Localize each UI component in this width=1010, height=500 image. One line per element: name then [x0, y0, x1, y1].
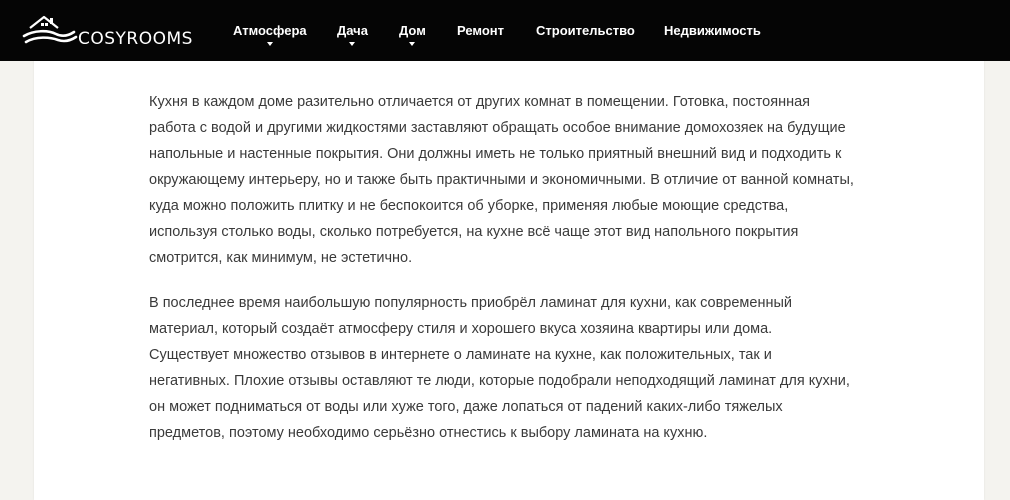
logo-wordmark: COSYROOMS [78, 29, 193, 49]
nav-item-stroitelstvo[interactable] [536, 23, 635, 38]
nav-item-remont[interactable] [457, 23, 504, 38]
article-paragraph-1 [149, 89, 879, 271]
paragraph-line: смотрится, как минимум, не эстетично. [149, 250, 413, 266]
paragraph-line: Существует множество отзывов в интернете о ламинате на кухне, как положительных, так и [149, 347, 772, 363]
paragraph-line: предметов, поэтому необходимо серьёзно отнестись к выбору ламината на кухню. [149, 425, 708, 441]
nav-label: Ремонт [457, 23, 505, 38]
house-wave-logo-icon [22, 12, 82, 48]
nav-item-atmosfera[interactable] [233, 23, 307, 38]
nav-label: Атмосфера [233, 23, 307, 38]
nav-label: Дом [399, 23, 426, 38]
site-header [0, 0, 1010, 61]
nav-label: Дача [337, 23, 368, 38]
nav-label: Строительство [536, 23, 635, 38]
chevron-down-icon [409, 42, 415, 46]
nav-item-dom[interactable] [399, 23, 426, 38]
paragraph-line: окружающему интерьеру, но и также быть практичными и экономичными. В отличие от ванной комнаты, [149, 172, 854, 188]
paragraph-line: куда можно положить плитку и не беспокоится об уборке, применяя любые моющие средства, [149, 198, 789, 214]
chevron-down-icon [349, 42, 355, 46]
chevron-down-icon [267, 42, 273, 46]
paragraph-line: напольные и настенные покрытия. Они должны иметь не только приятный внешний вид и подходить к [149, 146, 842, 162]
nav-item-nedvizhimost[interactable] [664, 23, 761, 38]
nav-item-dacha[interactable] [337, 23, 368, 38]
paragraph-line: Кухня в каждом доме разительно отличается от других комнат в помещении. Готовка, постоянная [149, 94, 811, 110]
article-paragraph-2 [149, 290, 879, 446]
paragraph-line: материал, который создаёт атмосферу стиля и хорошего вкуса хозяина квартиры или дома. [149, 321, 773, 337]
paragraph-line: негативных. Плохие отзывы оставляют те люди, которые подобрали неподходящий ламинат для кухни, [149, 373, 850, 389]
paragraph-line: В последнее время наибольшую популярность приобрёл ламинат для кухни, как современный [149, 295, 792, 311]
nav-label: Недвижимость [664, 23, 761, 38]
site-logo[interactable] [22, 12, 202, 52]
paragraph-line: он может подниматься от воды или хуже того, даже лопаться от падений каких-либо тяжелых [149, 399, 783, 415]
paragraph-line: используя столько воды, сколько потребуется, на кухне всё чаще этот вид напольного покрытия [149, 224, 799, 240]
paragraph-line: работа с водой и другими жидкостями заставляют обращать особое внимание домохозяек на будущие [149, 120, 846, 136]
